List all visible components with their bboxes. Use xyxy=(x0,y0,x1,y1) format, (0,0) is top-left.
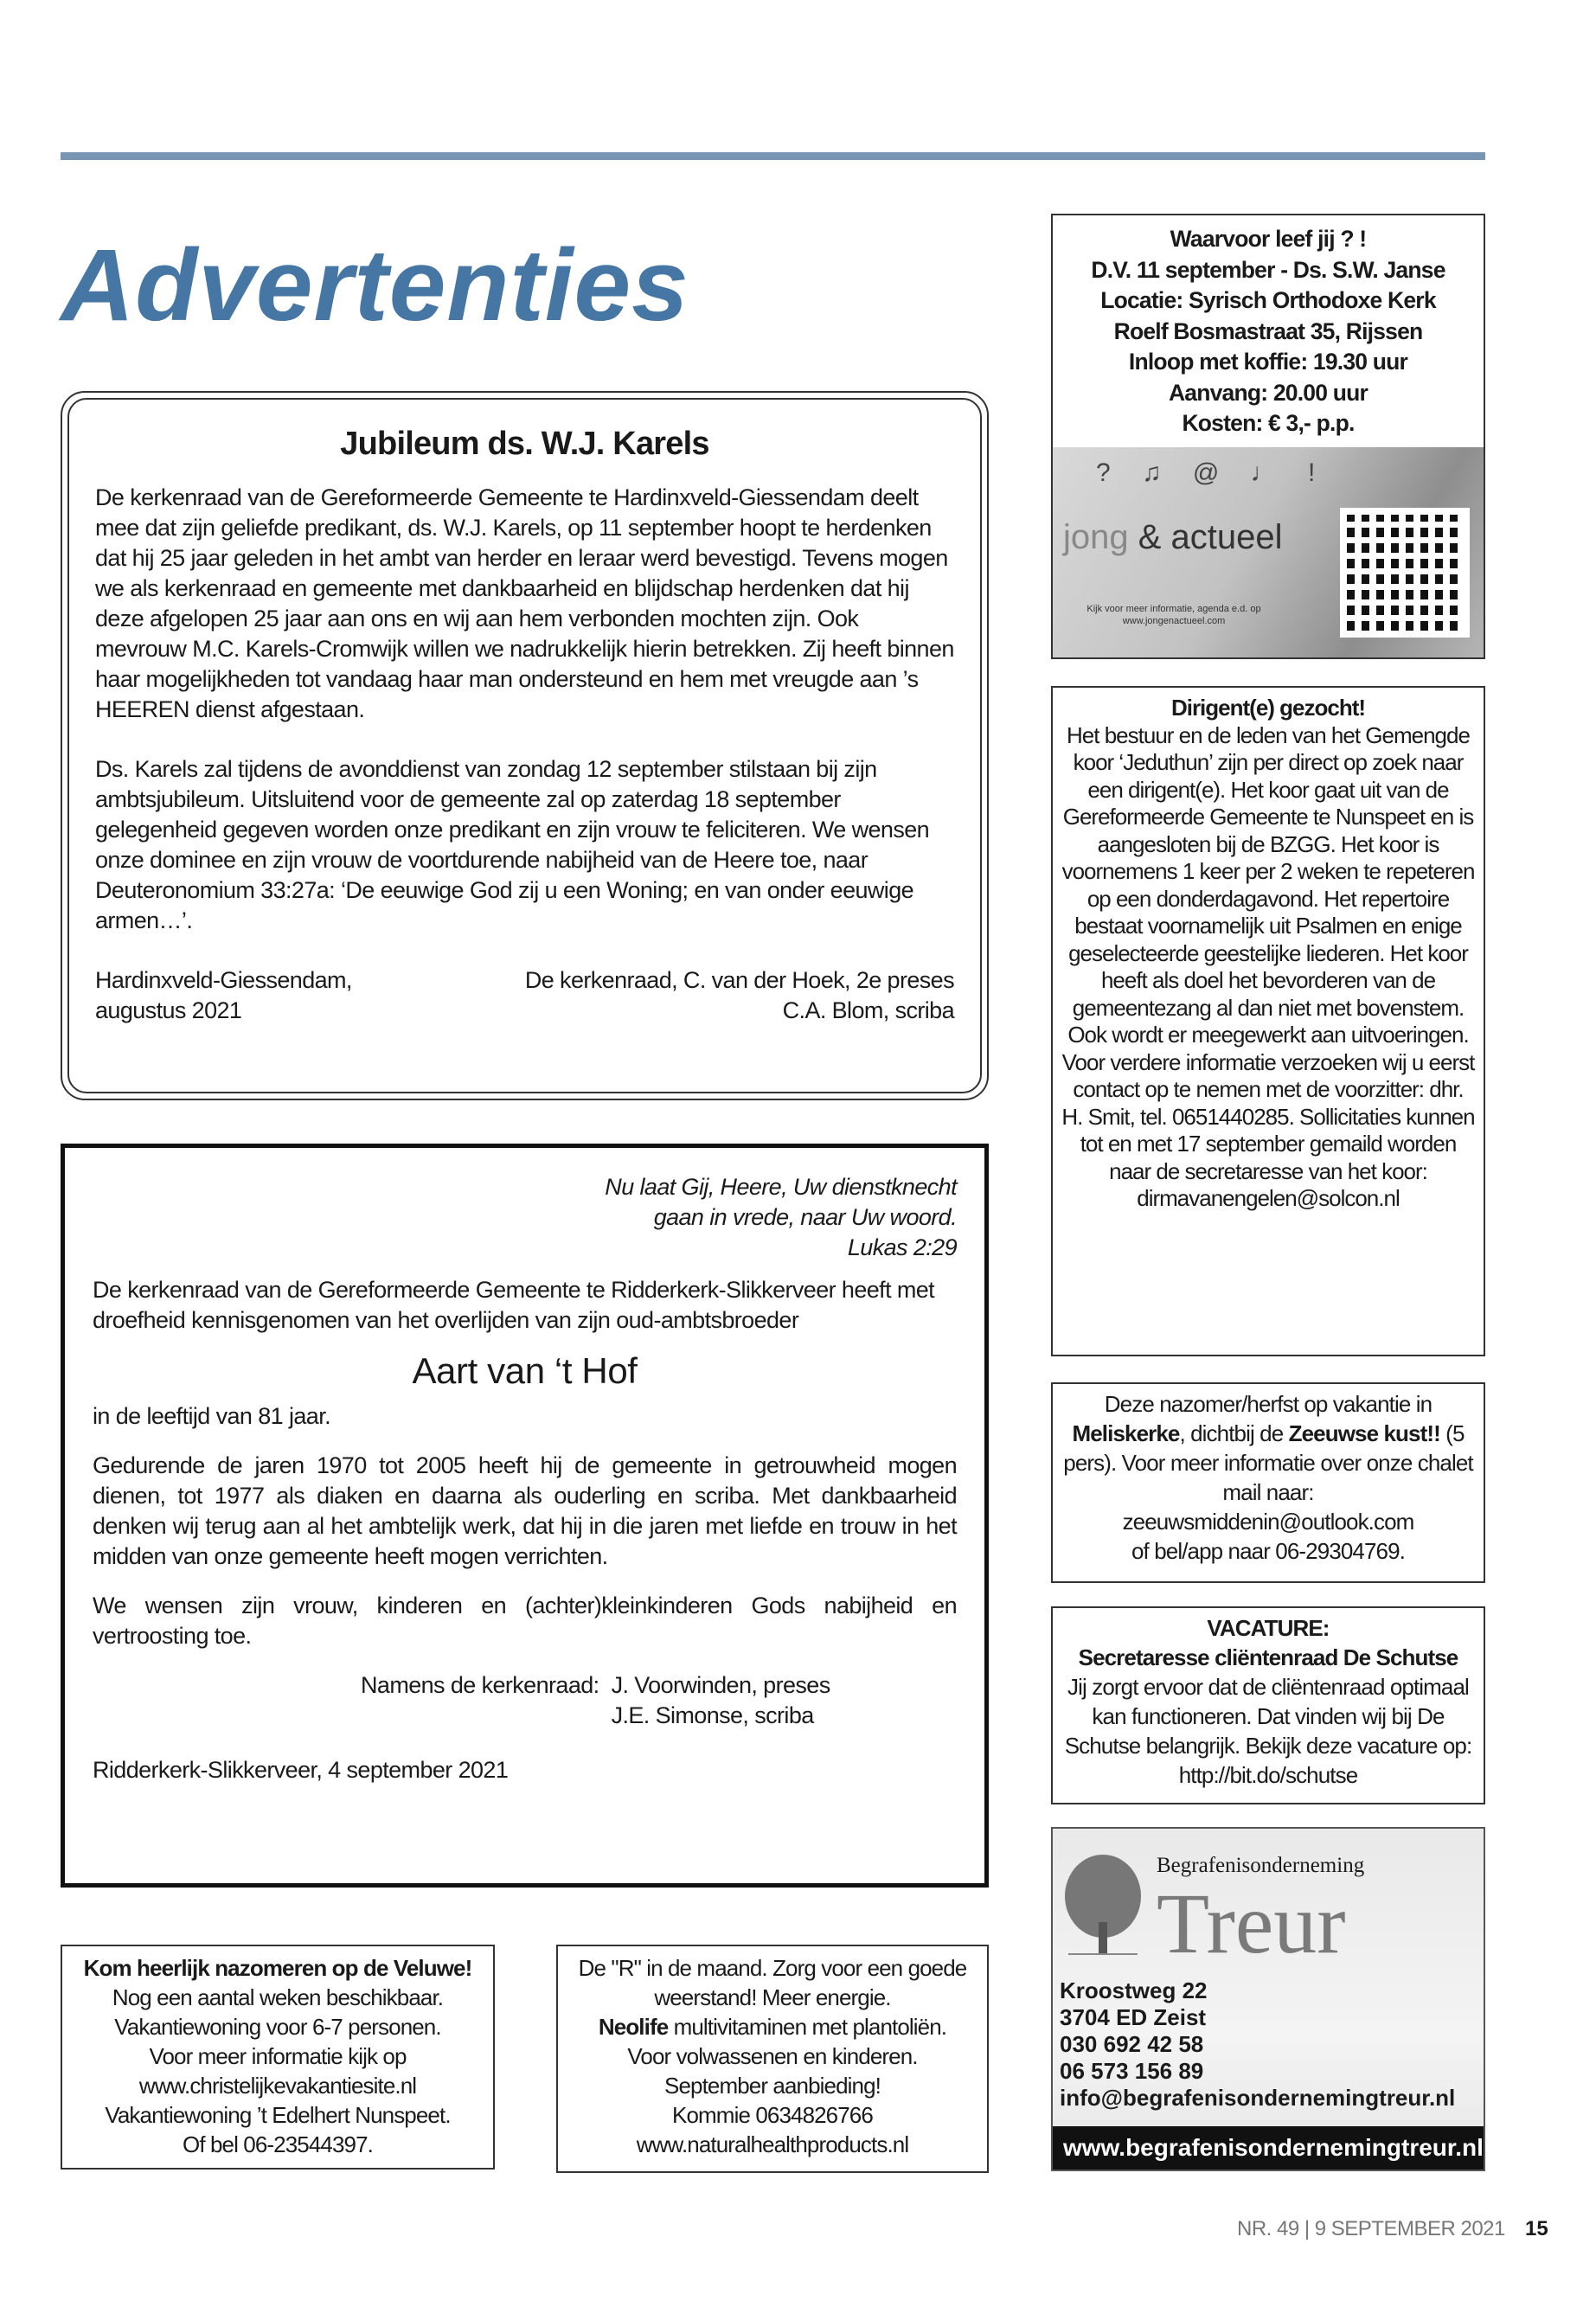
brand-logo: Treur xyxy=(1157,1875,1346,1971)
city: 3704 ED Zeist xyxy=(1060,2004,1207,2030)
info-url: www.jongenactueel.com xyxy=(1122,616,1226,626)
t: multivitaminen met plantoliën. xyxy=(668,2014,947,2040)
left-column xyxy=(61,391,989,2173)
place: Hardinxveld-Giessendam, xyxy=(95,967,352,993)
jong-actueel-banner xyxy=(1053,447,1484,657)
obituary-signers xyxy=(361,1670,957,1731)
ad-email: dirmavanengelen@solcon.nl xyxy=(1137,1185,1400,1211)
jong-actueel-logo xyxy=(1063,516,1283,558)
deceased-name: Aart van ‘t Hof xyxy=(412,1350,638,1391)
jubileum-title: Jubileum ds. W.J. Karels xyxy=(340,426,709,462)
bible-quote xyxy=(93,1172,957,1263)
jubileum-ad xyxy=(61,391,989,1100)
ad-line: Nog een aantal weken beschikbaar. xyxy=(112,1984,444,2010)
header-rule xyxy=(61,152,1485,160)
page-number: 15 xyxy=(1525,2217,1548,2240)
ad-title: Dirigent(e) gezocht! xyxy=(1170,695,1366,721)
page-title: Advertenties xyxy=(61,228,689,343)
signer1: J. Voorwinden, preses xyxy=(611,1672,830,1698)
obituary-para2: We wensen zijn vrouw, kinderen en (achter)kleinkinderen Gods nabijheid en vertroosting toe. xyxy=(93,1593,957,1649)
on-behalf: Namens de kerkenraad: xyxy=(361,1672,599,1698)
ad-line: www.naturalhealthproducts.nl xyxy=(636,2131,909,2157)
jong-actueel-ad xyxy=(1051,214,1485,659)
ad-line: www.christelijkevakantiesite.nl xyxy=(138,2073,417,2099)
vacature-ad xyxy=(1051,1606,1485,1804)
ad-line: D.V. 11 september - Ds. S.W. Janse xyxy=(1091,256,1445,283)
ad-line xyxy=(567,2012,978,2041)
place-date: Ridderkerk-Slikkerveer, 4 september 2021 xyxy=(93,1757,509,1783)
ad-line: Roelf Bosmastraat 35, Rijssen xyxy=(1113,317,1423,344)
neolife-ad xyxy=(556,1945,989,2173)
email: info@begrafenisondernemingtreur.nl xyxy=(1060,2085,1456,2111)
bottom-ads-row xyxy=(61,1945,989,2173)
region: Zeeuwse kust!! xyxy=(1288,1420,1440,1446)
date: augustus 2021 xyxy=(95,997,242,1023)
jubileum-para2: Ds. Karels zal tijdens de avonddienst van zondag 12 september stilstaan bij zijn ambtsjubileum. Uitsluitend voor de gemeente zal op zaterdag 18 september gelegenheid gegeven worden onze predikant en zijn vrouw te feliciteren. We wensen onze dominee en zijn vrouw de voortdurende nabijheid van de Heere toe, naar Deuteronomium 33:27a: ‘De eeuwige God zij u een Woning; en van onder eeuwige armen…’. xyxy=(95,756,930,933)
ad-text: Het bestuur en de leden van het Gemengde koor ‘Jeduthun’ zijn per direct op zoek naar een dirigent(e). Het koor gaat uit van de Gereformeerde Gemeente te Nunspeet en is aangesloten bij de BZGG. Het koor is voornemens 1 keer per 2 weken te repeteren op een donderdagavond. Het repertoire bestaat voornamelijk uit Psalmen en enige geselecteerde geestelijke liederen. Het koor heeft als doel het bevorderen van de gemeentezang al dan niet met bovenstem. Ook wordt er meegewerkt aan uitvoeringen. Voor verdere informatie verzoeken wij u eerst contact op te nemen met de voorzitter: dhr. H. Smit, tel. 0651440285. Sollicitaties kunnen tot en met 17 september gemaild worden naar de secretaresse van het koor: xyxy=(1061,721,1475,1184)
contact xyxy=(1060,1977,1455,2112)
vakantie-ad xyxy=(1051,1382,1485,1583)
ad-title: Kom heerlijk nazomeren op de Veluwe! xyxy=(83,1955,472,1981)
willow-tree-icon xyxy=(1060,1853,1146,1957)
ad-line: Voor volwassenen en kinderen. xyxy=(627,2043,918,2069)
ad-phone: of bel/app naar 06-29304769. xyxy=(1131,1538,1405,1564)
signer2: J.E. Simonse, scriba xyxy=(611,1702,814,1728)
quote-line: Nu laat Gij, Heere, Uw dienstknecht xyxy=(605,1174,957,1200)
issue-info: NR. 49 | 9 SEPTEMBER 2021 xyxy=(1237,2217,1505,2240)
brand: Neolife xyxy=(598,2014,669,2040)
ad-line: Kommie 0634826766 xyxy=(672,2102,873,2128)
t: Deze nazomer/herfst op vakantie in xyxy=(1104,1391,1433,1417)
veluwe-ad xyxy=(61,1945,495,2170)
dirigent-ad xyxy=(1051,686,1485,1356)
qr-code-icon xyxy=(1340,508,1470,638)
age: in de leeftijd van 81 jaar. xyxy=(93,1403,330,1429)
ad-title: VACATURE: xyxy=(1207,1615,1330,1641)
t: , dichtbij de xyxy=(1179,1420,1289,1446)
ad-line: Vakantiewoning ’t Edelhert Nunspeet. xyxy=(105,2102,451,2128)
info-line: Kijk voor meer informatie, agenda e.d. op xyxy=(1086,604,1261,614)
obituary-para1: Gedurende de jaren 1970 tot 2005 heeft hij de gemeente in getrouwheid mogen dienen, tot 1977 als diaken en daarna als ouderling en scriba. Met dankbaarheid denken wij terug aan al het ambtelijk werk, dat hij in die jaren met liefde en trouw in het midden van onze gemeente heeft mogen verrichten. xyxy=(93,1452,957,1569)
phone: 06 573 156 89 xyxy=(1060,2058,1204,2084)
ad-line: Of bel 06-23544397. xyxy=(183,2131,373,2157)
ad-line: Vakantiewoning voor 6-7 personen. xyxy=(114,2014,441,2040)
jubileum-signature xyxy=(95,965,954,1026)
obituary-intro: De kerkenraad van de Gereformeerde Gemeente te Ridderkerk-Slikkerveer heeft met droefheid kennisgenomen van het overlijden van zijn oud-ambtsbroeder xyxy=(93,1277,935,1333)
ad-subtitle: Secretaresse cliëntenraad De Schutse xyxy=(1078,1644,1458,1670)
obituary-ad xyxy=(61,1144,989,1888)
ad-line: Voor meer informatie kijk op xyxy=(149,2043,407,2069)
treur-ad xyxy=(1051,1827,1485,2171)
signer1: De kerkenraad, C. van der Hoek, 2e preses xyxy=(524,967,954,993)
quote-reference: Lukas 2:29 xyxy=(847,1234,957,1260)
phone: 030 692 42 58 xyxy=(1060,2031,1204,2057)
logo-jong: jong xyxy=(1063,518,1129,556)
signer2: C.A. Blom, scriba xyxy=(782,997,954,1023)
place-name: Meliskerke xyxy=(1072,1420,1180,1446)
website: www.begrafenisondernemingtreur.nl xyxy=(1053,2126,1484,2170)
right-column xyxy=(1051,214,1485,2171)
ad-text xyxy=(1061,1389,1475,1507)
ad-email: zeeuwsmiddenin@outlook.com xyxy=(1122,1509,1414,1535)
ad-line: Locatie: Syrisch Orthodoxe Kerk xyxy=(1100,287,1436,313)
banner-info xyxy=(1061,603,1286,627)
address: Kroostweg 22 xyxy=(1060,1977,1208,2003)
ad-line: De "R" in de maand. Zorg voor een goede weerstand! Meer energie. xyxy=(578,1955,967,2010)
ad-line: Kosten: € 3,- p.p. xyxy=(1182,410,1355,436)
company-type: Begrafenisonderneming xyxy=(1157,1854,1365,1877)
ad-text: Jij zorgt ervoor dat de cliëntenraad optimaal kan functioneren. Dat vinden wij bij De Schutse belangrijk. Bekijk deze vacature op: http://bit.do/schutse xyxy=(1064,1674,1472,1788)
quote-line: gaan in vrede, naar Uw woord. xyxy=(653,1204,957,1230)
ad-line: Waarvoor leef jij ? ! xyxy=(1170,226,1367,252)
t: (5 pers). Voor meer informatie over onze chalet mail naar: xyxy=(1063,1420,1473,1505)
ad-line: Inloop met koffie: 19.30 uur xyxy=(1128,349,1408,375)
ad-line: Aanvang: 20.00 uur xyxy=(1168,379,1368,406)
jubileum-para1: De kerkenraad van de Gereformeerde Gemeente te Hardinxveld-Giessendam deelt mee dat zijn geliefde predikant, ds. W.J. Karels, op 11 september hoopt te herdenken dat hij 25 jaar geleden in het ambt van herder en leraar werd bevestigd. Tevens mogen we als kerkenraad en gemeente met dankbaarheid en blijdschap herdenken dat hij deze afgelopen 25 jaar aan ons en wij aan hem verbonden mochten zijn. Ook mevrouw M.C. Karels-Cromwijk willen we nadrukkelijk hierin betrekken. Zij heeft binnen haar mogelijkheden tot vandaag haar man ondersteund en hem met vreugde aan ’s HEEREN dienst afgestaan. xyxy=(95,484,954,722)
music-icons: ? ♫ @ ♩ ! xyxy=(1096,458,1328,487)
ad-line: September aanbieding! xyxy=(664,2073,881,2099)
logo-actueel: & actueel xyxy=(1138,518,1283,556)
